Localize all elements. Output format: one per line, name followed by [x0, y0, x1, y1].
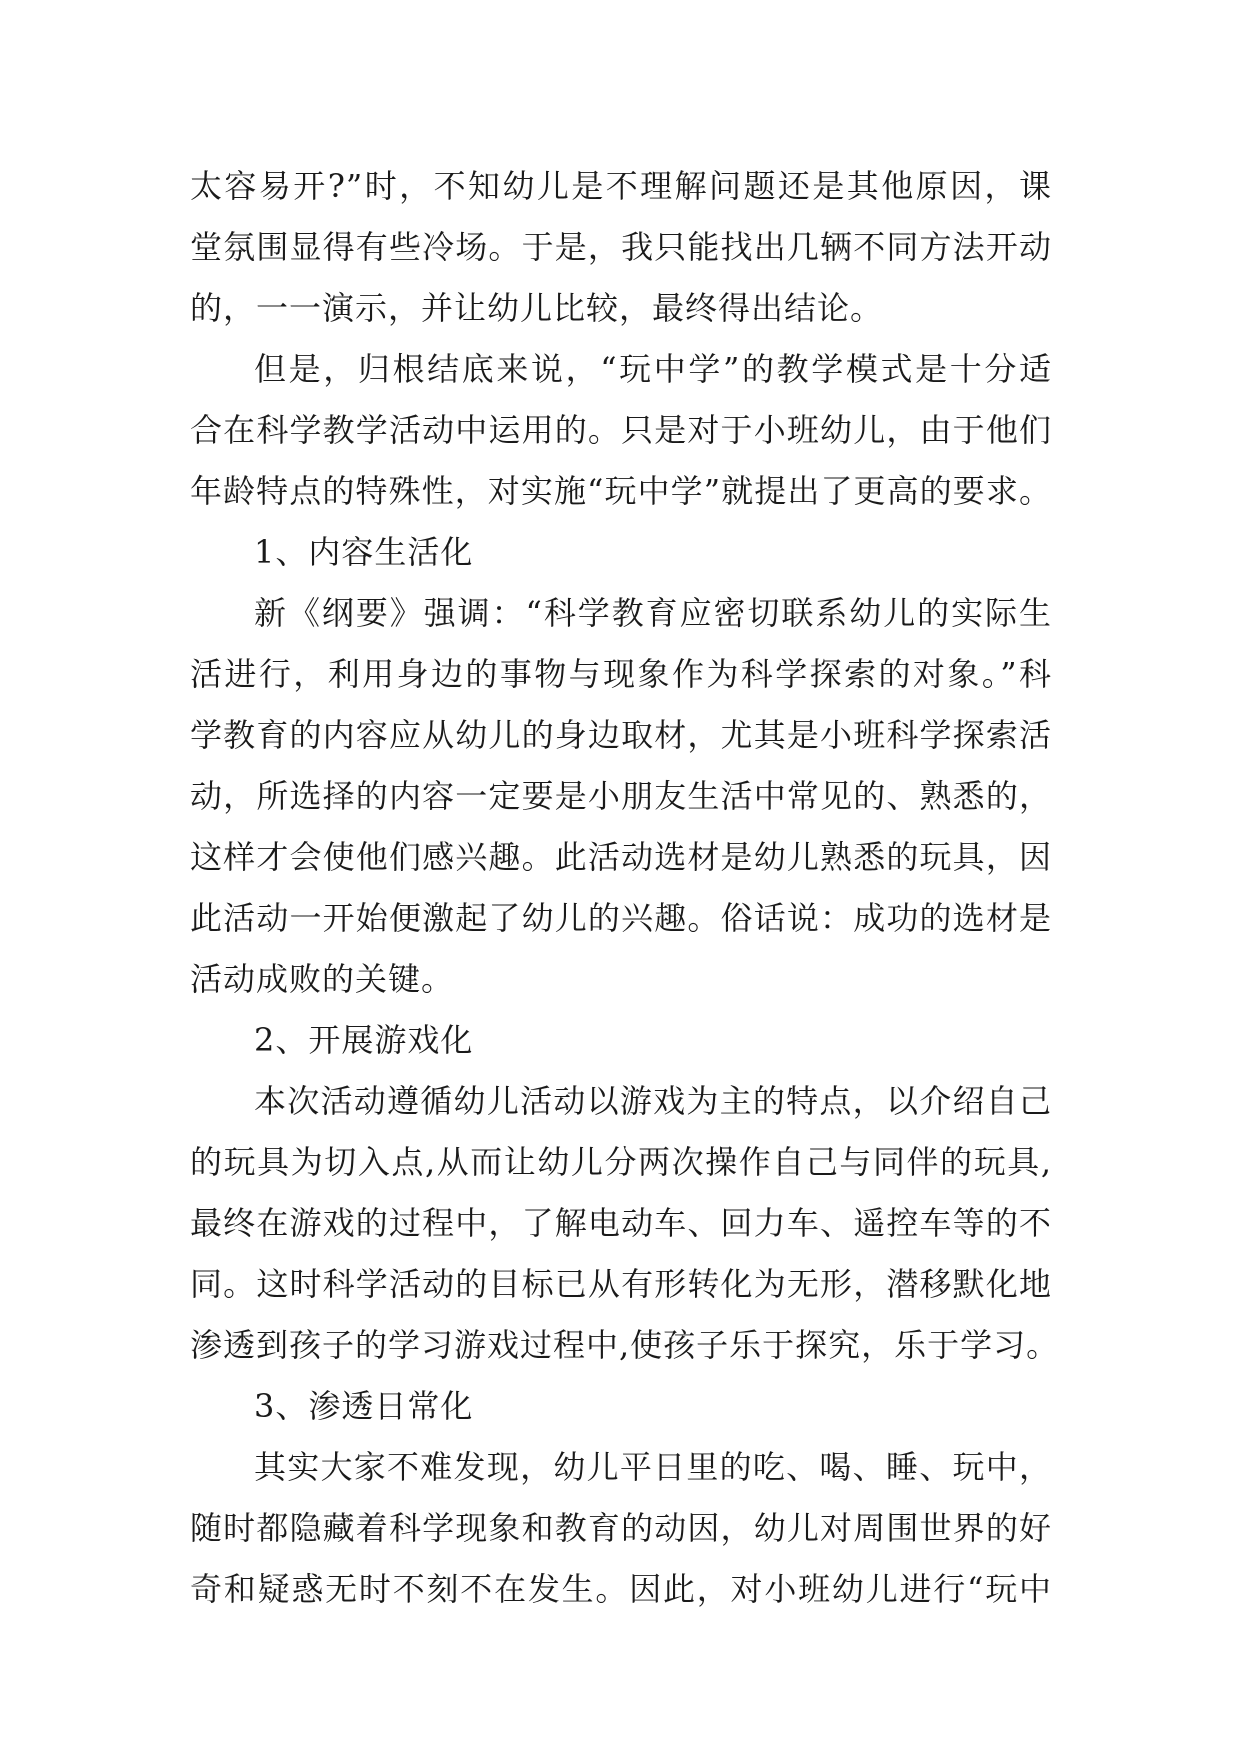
text-line: 堂氛围显得有些冷场。于是，我只能找出几辆不同方法开动 [190, 228, 1052, 266]
text-line: 合在科学教学活动中运用的。只是对于小班幼儿，由于他们 [190, 411, 1052, 449]
text-line: 活动成败的关键。 [190, 960, 455, 998]
text-line: 的，一一演示，并让幼儿比较，最终得出结论。 [190, 289, 884, 327]
paragraph-start-line: 本次活动遵循幼儿活动以游戏为主的特点，以介绍自己 [254, 1082, 1052, 1120]
section-heading-3: 3、渗透日常化 [254, 1387, 474, 1425]
text-line: 渗透到孩子的学习游戏过程中,使孩子乐于探究，乐于学习。 [190, 1326, 1060, 1364]
document-body [190, 156, 1060, 1620]
text-line: 活进行，利用身边的事物与现象作为科学探索的对象。”科 [190, 655, 1052, 693]
section-heading-1: 1、内容生活化 [254, 533, 474, 571]
text-line: 学教育的内容应从幼儿的身边取材，尤其是小班科学探索活 [190, 716, 1052, 754]
section-heading-2: 2、开展游戏化 [254, 1021, 474, 1059]
text-line: 这样才会使他们感兴趣。此活动选材是幼儿熟悉的玩具，因 [190, 838, 1052, 876]
paragraph-start-line: 但是，归根结底来说，“玩中学”的教学模式是十分适 [254, 350, 1052, 388]
paragraph-start-line: 其实大家不难发现，幼儿平日里的吃、喝、睡、玩中， [254, 1448, 1052, 1486]
text-line: 随时都隐藏着科学现象和教育的动因，幼儿对周围世界的好 [190, 1509, 1052, 1547]
text-line: 动，所选择的内容一定要是小朋友生活中常见的、熟悉的， [190, 777, 1052, 815]
text-line: 太容易开?”时，不知幼儿是不理解问题还是其他原因，课 [190, 167, 1052, 205]
text-line: 的玩具为切入点,从而让幼儿分两次操作自己与同伴的玩具, [190, 1143, 1052, 1181]
paragraph-start-line: 新《纲要》强调：“科学教育应密切联系幼儿的实际生 [254, 594, 1052, 632]
text-line: 同。这时科学活动的目标已从有形转化为无形，潜移默化地 [190, 1265, 1052, 1303]
text-line: 年龄特点的特殊性，对实施“玩中学”就提出了更高的要求。 [190, 472, 1052, 510]
text-line: 最终在游戏的过程中，了解电动车、回力车、遥控车等的不 [190, 1204, 1052, 1242]
text-line: 此活动一开始便激起了幼儿的兴趣。俗话说：成功的选材是 [190, 899, 1052, 937]
text-line: 奇和疑惑无时不刻不在发生。因此，对小班幼儿进行“玩中 [190, 1570, 1052, 1608]
